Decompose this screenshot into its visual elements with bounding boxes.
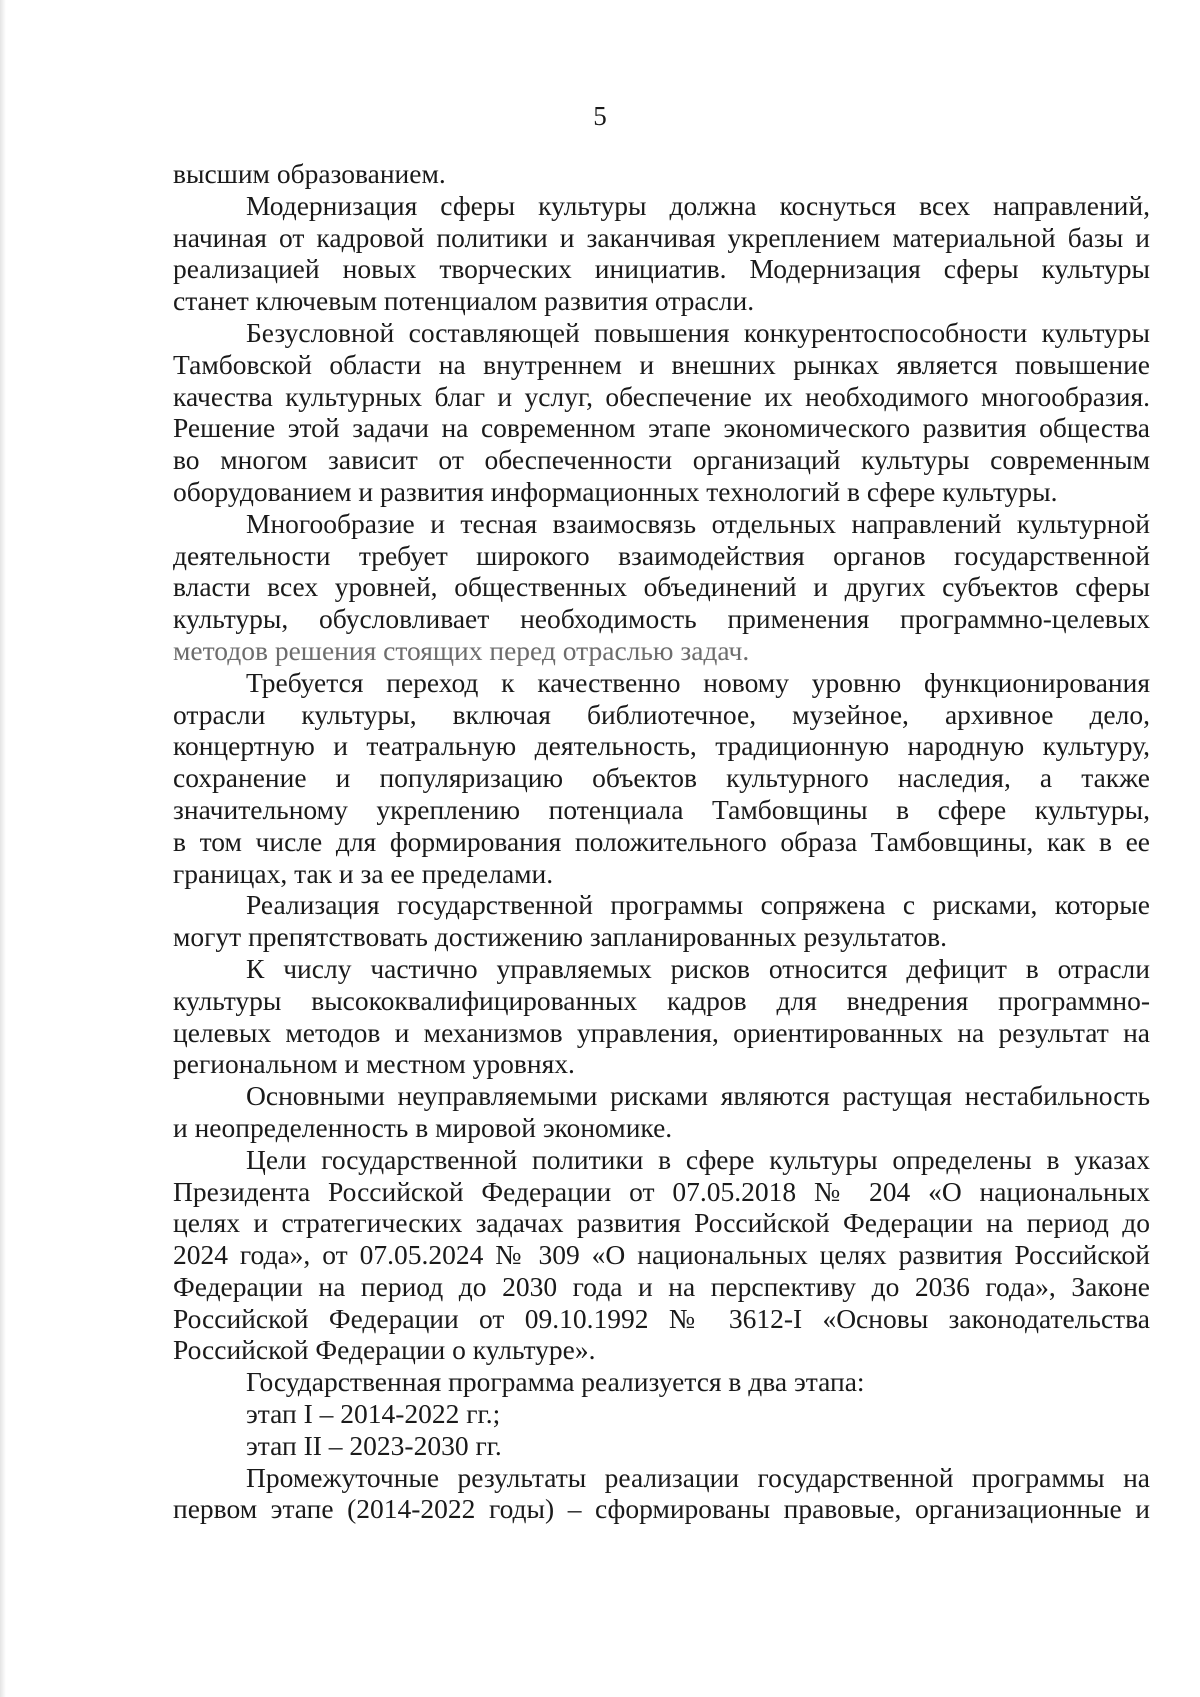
text-line: региональном и местном уровнях. [173,1048,575,1080]
text-line: высшим образованием. [173,158,446,189]
text-line: Модернизация сферы культуры должна коснуться всех направлений, [246,189,1150,221]
text-line: Реализация государственной программы сопряжена с рисками, которые [246,889,1150,921]
text-line: в том числе для формирования положительного образа Тамбовщины, как в ее [173,825,1150,857]
text-line: Безусловной составляющей повышения конкурентоспособности культуры [246,316,1150,348]
text-line: Требуется переход к качественно новому уровню функционирования [246,666,1150,698]
text-line: целях и стратегических задачах развития Российской Федерации на период до [173,1207,1150,1239]
text-line: во многом зависит от обеспеченности организаций культуры современным [173,444,1150,476]
text-line: Промежуточные результаты реализации государственной программы на [246,1461,1150,1493]
page-number: 5 [593,101,607,131]
text-line: Многообразие и тесная взаимосвязь отдельных направлений культурной [246,507,1150,539]
text-line: Тамбовской области на внутреннем и внешних рынках является повышение [173,348,1150,380]
text-line: целевых методов и механизмов управления, ориентированных на результат на [173,1016,1150,1048]
text-line: Решение этой задачи на современном этапе экономического развития общества [173,412,1150,444]
text-line: этап II – 2023-2030 гг. [246,1429,502,1461]
text-line: станет ключевым потенциалом развития отрасли. [173,285,755,317]
text-line: первом этапе (2014-2022 годы) – сформированы правовые, организационные и [173,1493,1150,1525]
text-line: Российской Федерации о культуре». [173,1334,596,1366]
text-line: 2024 года», от 07.05.2024 № 309 «О национальных целях развития Российской [173,1239,1150,1271]
text-line: Федерации на период до 2030 года и на перспективу до 2036 года», Законе [173,1270,1150,1302]
text-line: этап I – 2014-2022 гг.; [246,1398,501,1430]
text-line: Президента Российской Федерации от 07.05.2018 № 204 «О национальных [173,1175,1150,1207]
text-line: методов решения стоящих перед отраслью задач. [173,634,750,666]
text-line: значительному укреплению потенциала Тамбовщины в сфере культуры, [173,793,1150,825]
text-line: и неопределенность в мировой экономике. [173,1111,673,1143]
text-line: отрасли культуры, включая библиотечное, музейное, архивное дело, [173,698,1150,730]
text-line: границах, так и за ее пределами. [173,857,554,889]
text-line: Основными неуправляемыми рисками являются растущая нестабильность [246,1080,1150,1112]
text-line: Российской Федерации от 09.10.1992 № 3612-I «Основы законодательства [173,1302,1150,1334]
text-line: сохранение и популяризацию объектов культурного наследия, а также [173,762,1150,794]
text-line: начиная от кадровой политики и заканчивая укреплением материальной базы и [173,221,1150,253]
text-line: концертную и театральную деятельность, традиционную народную культуру, [173,730,1150,762]
scan-edge [0,0,6,1697]
text-line: деятельности требует широкого взаимодействия органов государственной [173,539,1150,571]
text-line: качества культурных благ и услуг, обеспечение их необходимого многообразия. [173,380,1150,412]
text-line: К числу частично управляемых рисков относится дефицит в отрасли [246,952,1150,984]
text-line: Государственная программа реализуется в два этапа: [246,1366,865,1398]
document-body [173,158,1150,1525]
text-line: могут препятствовать достижению запланированных результатов. [173,921,947,953]
text-line: культуры высококвалифицированных кадров для внедрения программно- [173,984,1150,1016]
text-line: реализацией новых творческих инициатив. Модернизация сферы культуры [173,253,1150,285]
text-line: власти всех уровней, общественных объединений и других субъектов сферы [173,571,1150,603]
text-line: оборудованием и развития информационных технологий в сфере культуры. [173,475,1058,507]
text-line: культуры, обусловливает необходимость применения программно-целевых [173,603,1150,635]
text-line: Цели государственной политики в сфере культуры определены в указах [246,1143,1150,1175]
